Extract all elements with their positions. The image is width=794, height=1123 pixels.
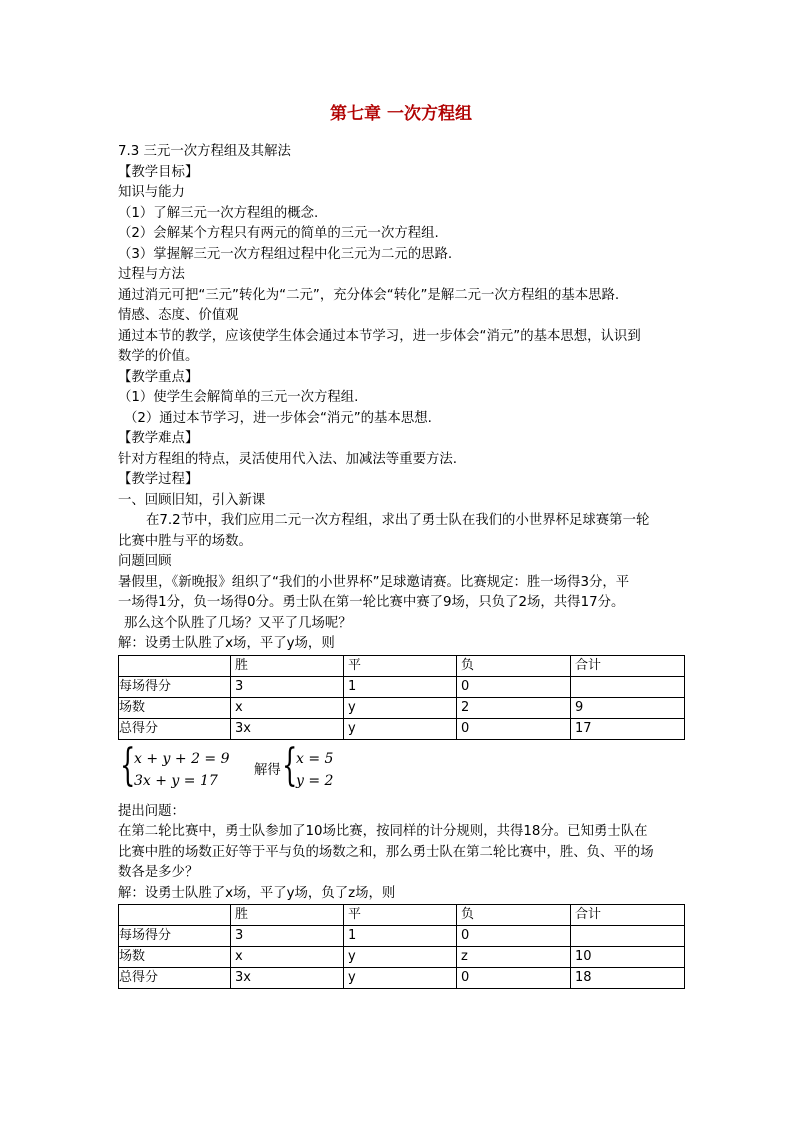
table-cell: x (231, 947, 344, 968)
table-row (119, 697, 685, 718)
table-cell: 2 (457, 697, 571, 718)
left-brace: { (282, 739, 298, 791)
table-cell (571, 926, 685, 947)
knowledge-heading: 知识与能力 (118, 185, 185, 200)
table-cell: 9 (571, 697, 685, 718)
table-cell: 场数 (119, 697, 231, 718)
solution2-intro: 解：设勇士队胜了x场，平了y场，负了z场，则 (118, 885, 396, 901)
score-table-1 (118, 655, 685, 740)
emotion-heading: 情感、态度、价值观 (118, 308, 239, 323)
table-row (119, 947, 685, 968)
key-heading: 【教学重点】 (118, 369, 199, 385)
difficulty-text: 针对方程组的特点，灵活使用代入法、加减法等重要方法. (118, 451, 458, 467)
table-cell: y (344, 968, 457, 989)
table-cell: 0 (457, 676, 571, 697)
table-cell: y (344, 718, 457, 739)
question-text: 数各是多少？ (118, 865, 199, 880)
table-cell: 10 (571, 947, 685, 968)
score-table-2 (118, 904, 685, 989)
review-text: 暑假里，《新晚报》组织了“我们的小世界杯”足球邀请赛。比赛规定：胜一场得3分，平 (118, 574, 630, 590)
table-cell: 3x (231, 718, 344, 739)
table-cell: 胜 (231, 905, 344, 926)
document-page (118, 102, 684, 989)
knowledge-item: （1）了解三元一次方程组的概念. (118, 205, 319, 221)
knowledge-item: （3）掌握解三元一次方程组过程中化三元为二元的思路. (118, 246, 453, 262)
emotion-text: 通过本节的教学，应该使学生体会通过本节学习，进一步体会“消元”的基本思想，认识到 (118, 328, 641, 344)
solution-line: x = 5 (296, 750, 334, 767)
solution-line: y = 2 (296, 772, 334, 789)
table-cell: 场数 (119, 947, 231, 968)
table-cell: y (344, 697, 457, 718)
question-text: 比赛中胜的场数正好等于平与负的场数之和，那么勇士队在第二轮比赛中，胜、负、平的场 (118, 844, 654, 860)
key-item: （2）通过本节学习，进一步体会“消元”的基本思想. (124, 410, 432, 426)
solve-label: 解得 (254, 762, 281, 778)
table-cell: 3 (231, 676, 344, 697)
table-cell: 总得分 (119, 718, 231, 739)
difficulty-heading: 【教学难点】 (118, 431, 199, 446)
table-header-row (119, 655, 685, 676)
step1-heading: 一、回顾旧知，引入新课 (118, 492, 266, 508)
table-cell: y (344, 947, 457, 968)
key-item: （1）使学生会解简单的三元一次方程组. (118, 390, 359, 405)
step1-text: 比赛中胜与平的场数。 (118, 533, 252, 549)
equation-system (118, 739, 684, 792)
table-cell: x (231, 697, 344, 718)
table-cell (119, 905, 231, 926)
table-row (119, 718, 685, 739)
table-cell: 3 (231, 926, 344, 947)
equation-line: x + y + 2 = 9 (134, 750, 230, 767)
table-header-row (119, 905, 685, 926)
step1-text: 在7.2节中，我们应用二元一次方程组，求出了勇士队在我们的小世界杯足球赛第一轮 (146, 513, 650, 528)
table-cell: 3x (231, 968, 344, 989)
table-cell (119, 655, 231, 676)
table-cell: 负 (457, 655, 571, 676)
process-text: 通过消元可把“三元”转化为“二元”，充分体会“转化”是解二元一次方程组的基本思路. (118, 287, 620, 303)
table-cell: 17 (571, 718, 685, 739)
solution1-intro: 解：设勇士队胜了x场，平了y场，则 (118, 636, 335, 651)
table-cell: 平 (344, 655, 457, 676)
table-cell: 合计 (571, 905, 685, 926)
table-cell: 胜 (231, 655, 344, 676)
table-cell: 每场得分 (119, 676, 231, 697)
table-cell: z (457, 947, 571, 968)
table-cell: 每场得分 (119, 926, 231, 947)
table-cell: 平 (344, 905, 457, 926)
process-heading: 过程与方法 (118, 267, 185, 282)
question-text: 在第二轮比赛中，勇士队参加了10场比赛，按同样的计分规则，共得18分。已知勇士队在 (118, 824, 648, 839)
left-brace: { (120, 739, 136, 791)
table-cell: 1 (344, 926, 457, 947)
table-cell: 总得分 (119, 968, 231, 989)
review-text: 一场得1分，负一场得0分。勇士队在第一轮比赛中赛了9场，只负了2场，共得17分。 (118, 595, 625, 610)
table-cell: 0 (457, 926, 571, 947)
table-cell: 0 (457, 718, 571, 739)
table-cell: 0 (457, 968, 571, 989)
objectives-heading: 【教学目标】 (118, 164, 199, 180)
review-heading: 问题回顾 (118, 554, 172, 569)
chapter-title: 第七章 一次方程组 (330, 104, 472, 124)
review-text: 那么这个队胜了几场？又平了几场呢？ (124, 615, 352, 631)
table-cell: 18 (571, 968, 685, 989)
table-cell: 负 (457, 905, 571, 926)
emotion-text: 数学的价值。 (118, 349, 199, 364)
table-row (119, 926, 685, 947)
section-title: 7.3 三元一次方程组及其解法 (118, 144, 291, 159)
table-cell: 合计 (571, 655, 685, 676)
equation-line: 3x + y = 17 (134, 772, 218, 789)
table-row (119, 968, 685, 989)
table-row (119, 676, 685, 697)
knowledge-item: （2）会解某个方程只有两元的简单的三元一次方程组. (118, 226, 439, 241)
table-cell (571, 676, 685, 697)
question-heading: 提出问题： (118, 803, 185, 819)
teaching-process-heading: 【教学过程】 (118, 472, 199, 487)
table-cell: 1 (344, 676, 457, 697)
